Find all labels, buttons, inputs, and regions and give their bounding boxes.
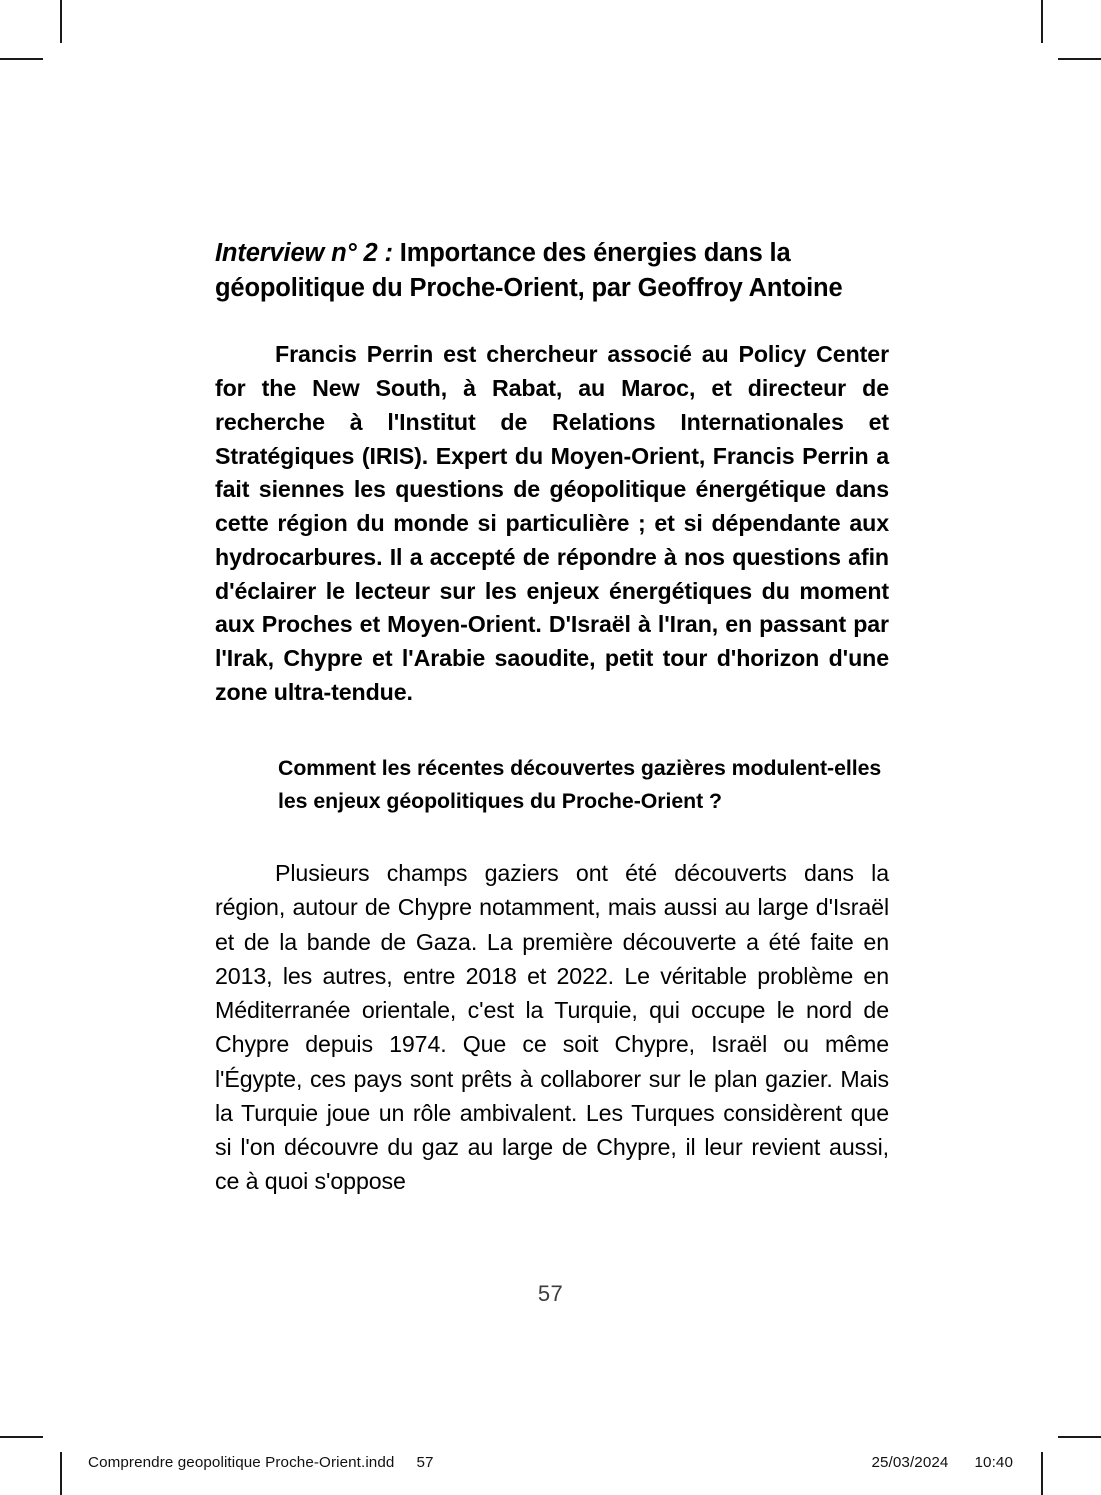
page-title: [215, 236, 889, 305]
crop-mark-bottom-right-horizontal: [1058, 1436, 1101, 1438]
crop-mark-top-left-horizontal: [0, 58, 43, 60]
crop-mark-top-left-vertical: [60, 0, 62, 43]
intro-paragraph: Francis Perrin est chercheur associé au Policy Center for the New South, à Rabat, au Maroc, et directeur de recherche à l'Institut de Relations Internationales et Stratégiques (IRIS). Expert du Moyen-Orient, Francis Perrin a fait siennes les questions de géopolitique énergétique dans cette région du monde si particulière ; et si dépendante aux hydrocarbures. Il a accepté de répondre à nos questions afin d'éclairer le lecteur sur les enjeux énergétiques du moment aux Proches et Moyen-Orient. D'Israël à l'Iran, en passant par l'Irak, Chypre et l'Arabie saoudite, petit tour d'horizon d'une zone ultra-tendue.: [215, 341, 889, 705]
text-column: [215, 236, 889, 1198]
slug-time: 10:40: [974, 1453, 1013, 1471]
slug-left-group: [88, 1454, 434, 1471]
page-folio: 57: [537, 1281, 564, 1306]
page-title-lead-italic: Interview n° 2 :: [215, 239, 393, 267]
crop-mark-bottom-right-vertical: [1041, 1452, 1043, 1495]
crop-mark-bottom-left-horizontal: [0, 1436, 43, 1438]
slug-date: 25/03/2024: [871, 1453, 949, 1471]
crop-mark-top-right-horizontal: [1058, 58, 1101, 60]
interview-answer: Plusieurs champs gaziers ont été découverts dans la région, autour de Chypre notamment, mais aussi au large d'Israël et de la bande de Gaza. La première découverte a été faite en 2013, les autres, entre 2018 et 2022. Le véritable problème en Méditerranée orientale, c'est la Turquie, qui occupe le nord de Chypre depuis 1974. Que ce soit Chypre, Israël ou même l'Égypte, ces pays sont prêts à collaborer sur le plan gazier. Mais la Turquie joue un rôle ambivalent. Les Turques considèrent que si l'on découvre du gaz au large de Chypre, il leur revient aussi, ce à quoi s'oppose: [215, 860, 889, 1195]
crop-mark-bottom-left-vertical: [60, 1452, 62, 1495]
slug-right-group: [871, 1454, 1013, 1471]
crop-mark-top-right-vertical: [1041, 0, 1043, 43]
page-title-rest: Importance des énergies dans la géopolitique du Proche-Orient, par Geoffroy Antoine: [215, 239, 843, 302]
slug-file-page: 57: [416, 1453, 434, 1471]
slug-file-name: Comprendre geopolitique Proche-Orient.indd: [88, 1453, 395, 1471]
imposition-slug: [88, 1450, 1013, 1474]
interview-question: Comment les récentes découvertes gazières modulent-elles les enjeux géopolitiques du Proche-Orient ?: [278, 755, 882, 813]
